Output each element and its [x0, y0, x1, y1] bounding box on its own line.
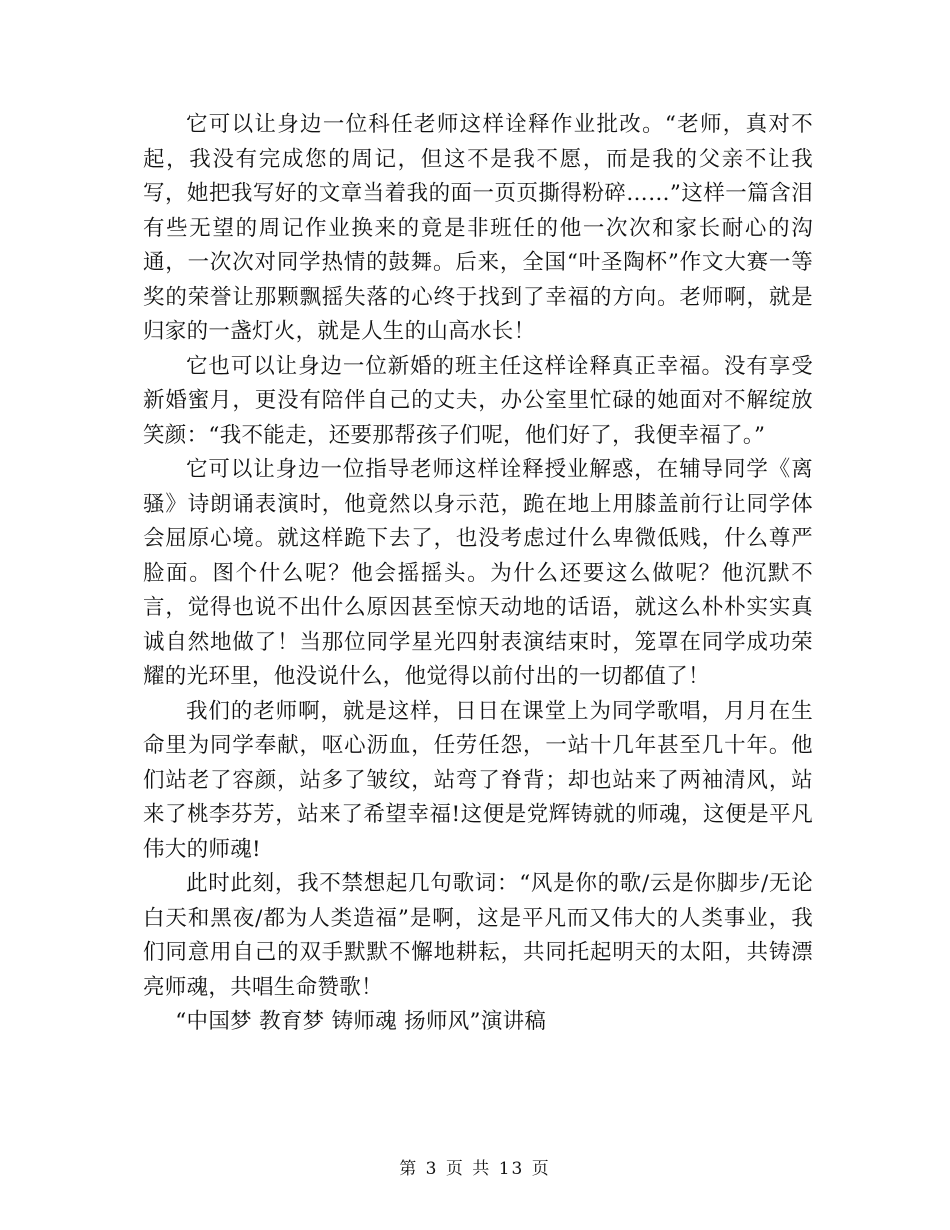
paragraph-teaching: 它可以让身边一位指导老师这样诠释授业解惑，在辅导同学《离骚》诗朗诵表演时，他竟然以身示范，跪在地上用膝盖前行让同学体会屈原心境。就这样跪下去了，也没考虑过什么卑微低贱，什么尊严脸面。图个什么呢？他会摇摇头。为什么还要这么做呢？他沉默不言，觉得也说不出什么原因甚至惊天动地的话语，就这么朴朴实实真诚自然地做了！当那位同学星光四射表演结束时，笼罩在同学成功荣耀的光环里，他没说什么，他觉得以前付出的一切都值了！ [143, 457, 813, 689]
paragraph-teachers-devotion: 我们的老师啊，就是这样，日日在课堂上为同学歌唱，月月在生命里为同学奉献，呕心沥血，任劳任怨，一站十几年甚至几十年。他们站老了容颜，站多了皱纹，站弯了脊背；却也站来了两袖清风，站来了桃李芬芳，站来了希望幸福!这便是党辉铸就的师魂，这便是平凡伟大的师魂! [143, 698, 813, 862]
paragraph-lyrics: 此时此刻，我不禁想起几句歌词：“风是你的歌/云是你脚步/无论白天和黑夜/都为人类造福”是啊，这是平凡而又伟大的人类事业，我们同意用自己的双手默默不懈地耕耘，共同托起明天的太阳，共铸漂亮师魂，共唱生命赞歌！ [143, 871, 813, 1000]
paragraph-homework: 它可以让身边一位科任老师这样诠释作业批改。“老师，真对不起，我没有完成您的周记，但这不是我不愿，而是我的父亲不让我写，她把我写好的文章当着我的面一页页撕得粉碎……”这样一篇含泪有些无望的周记作业换来的竟是非班任的他一次次和家长耐心的沟通，一次次对同学热情的鼓舞。后来，全国“叶圣陶杯”作文大赛一等奖的荣誉让那颗飘摇失落的心终于找到了幸福的方向。老师啊，就是归家的一盏灯火，就是人生的山高水长！ [143, 112, 813, 344]
paragraph-happiness: 它也可以让身边一位新婚的班主任这样诠释真正幸福。没有享受新婚蜜月，更没有陪伴自己的丈夫，办公室里忙碌的她面对不解绽放笑颜：“我不能走，还要那帮孩子们呢，他们好了，我便幸福了。” [143, 353, 813, 448]
page-number-footer: 第 3 页 共 13 页 [399, 1159, 551, 1179]
document-body [143, 108, 813, 1040]
next-speech-title: “中国梦 教育梦 铸师魂 扬师风”演讲稿 [175, 1009, 547, 1034]
